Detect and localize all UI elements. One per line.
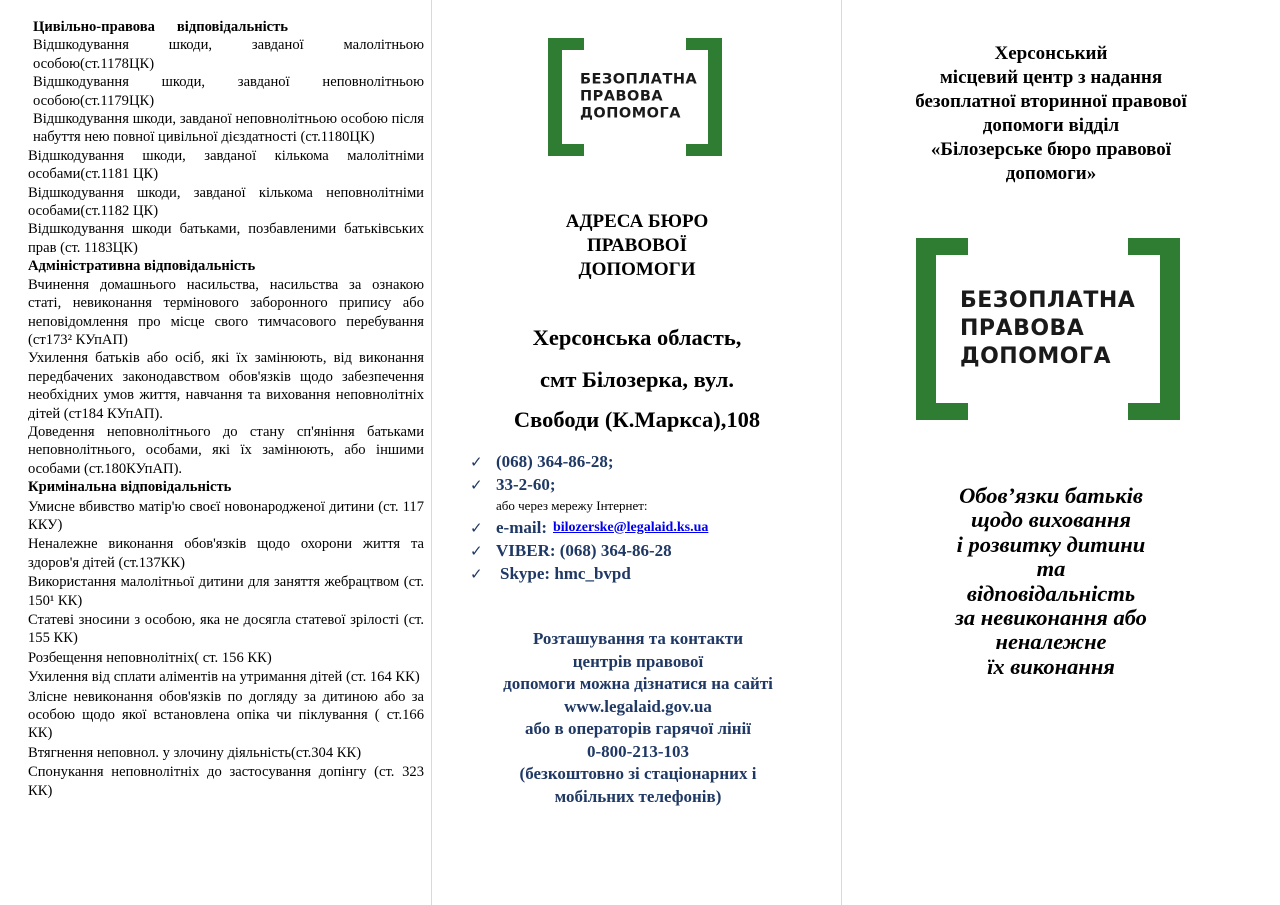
criminal-item: Статеві зносини з особою, яка не досягла статевої зрілості (ст. 155 КК) — [28, 612, 424, 647]
skype-row: ✓ Skype: hmc_bvpd — [470, 563, 631, 583]
email-row: ✓ e-mail: bilozerske@legalaid.ks.ua — [470, 517, 709, 537]
criminal-item: Спонукання неповнолітніх до застосування допінгу (ст. 323 КК) — [28, 764, 424, 799]
free-legal-aid-logo — [548, 38, 722, 156]
logo-text: БЕЗОПЛАТНА ПРАВОВА ДОПОМОГА — [960, 288, 1136, 369]
contacts-list — [470, 450, 830, 585]
criminal-item: Злісне невиконання обов'язків по догляду за дитиною або за особою щодо якої встановлена опіка чи піклування ( ст.166 КК) — [28, 688, 424, 742]
check-icon: ✓ — [470, 452, 483, 471]
logo-bracket-top-left — [562, 38, 584, 50]
admin-item: Вчинення домашнього насильства, насильства за ознакою статі, невиконання термінового заборонного припису або неповідомлення про місце свого тимчасового перебування (ст173² КУпАП) — [28, 276, 424, 348]
cover-column — [842, 0, 1280, 905]
civil-item: Відшкодування шкоди, завданої кількома малолітніми особами(ст.1181 ЦК) — [28, 147, 424, 183]
email-link[interactable]: bilozerske@legalaid.ks.ua — [552, 519, 709, 535]
admin-item: Ухилення батьків або осіб, які їх замінюють, від виконання передбачених законодавством обов'язків щодо забезпечення необхідних умов життя, навчання та виховання неповнолітніх дітей (ст184 КУпАП). — [28, 350, 424, 422]
criminal-item: Розбещення неповнолітніх( ст. 156 КК) — [28, 649, 272, 666]
logo-bracket-top-right — [1128, 238, 1160, 255]
criminal-item: Неналежне виконання обов'язків щодо охорони життя та здоров'я дітей (ст.137КК) — [28, 536, 424, 571]
check-icon: ✓ — [470, 475, 483, 494]
admin-item: Доведення неповнолітнього до стану сп'яніння батьками неповнолітнього, особами, які їх замінюють, або іншими особами (ст.180КУпАП). — [28, 423, 424, 477]
location-info: Розташування та контакти центрів правової допомоги можна дізнатися на сайті www.legalaid.gov.ua або в операторів гарячої лінії 0-800-213-103 (безкоштовно зі стаціонарних і мобільних телефонів) — [503, 629, 773, 806]
organization-title: Херсонський місцевий центр з надання безоплатної вторинної правової допомоги відділ «Білозерське бюро правової допомоги» — [915, 43, 1187, 184]
brochure-topic: Обов’язки батьків щодо виховання і розвитку дитини та відповідальність за невиконання або неналежне їх виконання — [955, 483, 1147, 679]
logo-bracket-top-left — [936, 238, 968, 255]
criminal-item: Умисне вбивство матір'ю своєї новонародженої дитини (ст. 117 ККУ) — [28, 498, 424, 533]
phone-row: ✓ 33-2-60; — [470, 474, 556, 494]
civil-item: Відшкодування шкоди, завданої малолітньою особою(ст.1178ЦК) — [33, 37, 424, 72]
responsibility-list-column — [28, 18, 424, 800]
logo-bracket-bottom-left — [562, 144, 584, 156]
criminal-item: Втягнення неповнол. у злочину діяльність(ст.304 КК) — [28, 744, 362, 761]
civil-responsibility-heading: Цивільно-правова відповідальність — [33, 19, 289, 35]
logo-bracket-bottom-right — [686, 144, 708, 156]
check-icon: ✓ — [470, 541, 483, 560]
viber-row: ✓ VIBER: (068) 364-86-28 — [470, 540, 672, 560]
phone-row: ✓ (068) 364-86-28; — [470, 451, 614, 471]
check-icon: ✓ — [470, 564, 483, 583]
criminal-item: Ухилення від сплати аліментів на утримання дітей (ст. 164 КК) — [28, 669, 420, 686]
address-line: Свободи (К.Маркса),108 — [513, 407, 761, 432]
criminal-responsibility-heading: Кримінальна відповідальність — [28, 479, 232, 496]
civil-item: Відшкодування шкоди батьками, позбавленими батьківських прав (ст. 1183ЦК) — [28, 221, 424, 256]
free-legal-aid-logo-large — [916, 238, 1180, 420]
civil-item: Відшкодування шкоди, завданої неповнолітньою особою після набуття нею повної цивільної дієздатності (ст.1180ЦК) — [33, 111, 424, 146]
civil-item: Відшкодування шкоди, завданої неповнолітньою особою(ст.1179ЦК) — [33, 74, 424, 109]
address-title: АДРЕСА БЮРО ПРАВОВОЇ ДОПОМОГИ — [565, 211, 709, 280]
address-line: смт Білозерка, вул. — [540, 367, 734, 392]
logo-bracket-bottom-right — [1128, 403, 1160, 420]
contacts-column — [432, 0, 842, 905]
administrative-responsibility-heading: Адміністративна відповідальність — [28, 258, 256, 275]
civil-item: Відшкодування шкоди, завданої кількома неповнолітніми особами(ст.1182 ЦК) — [28, 184, 424, 220]
logo-bracket-top-right — [686, 38, 708, 50]
check-icon: ✓ — [470, 518, 483, 537]
address-line: Херсонська область, — [532, 325, 742, 350]
logo-bracket-bottom-left — [936, 403, 968, 420]
logo-text: БЕЗОПЛАТНА ПРАВОВА ДОПОМОГА — [580, 71, 698, 122]
internet-note: або через мережу Інтернет: — [496, 498, 648, 513]
criminal-item: Використання малолітньої дитини для заняття жебрацтвом (ст. 150¹ КК) — [28, 574, 424, 609]
